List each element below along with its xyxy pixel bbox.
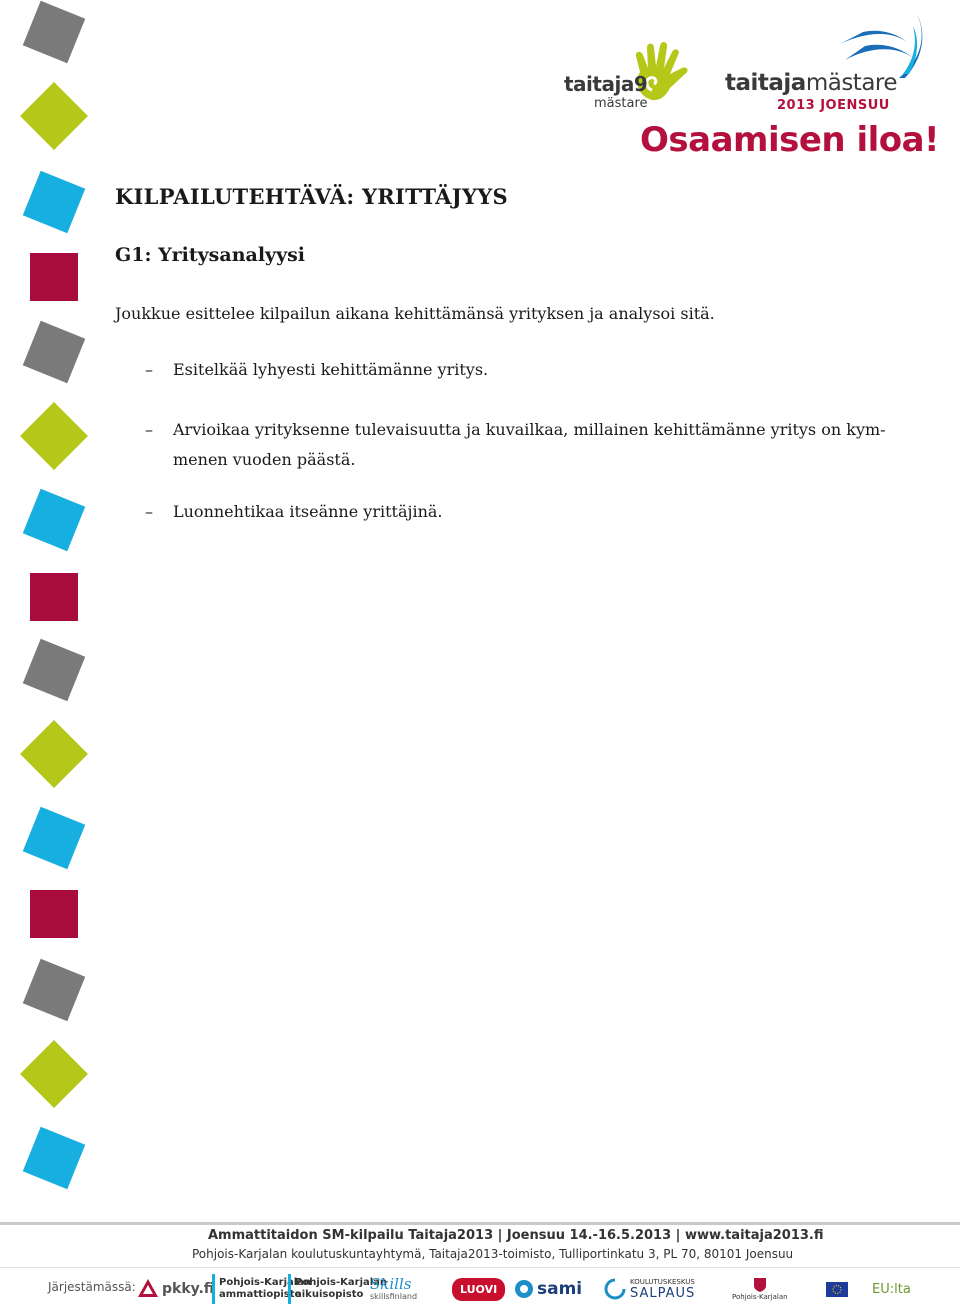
header-logos — [560, 8, 940, 168]
gray-square — [23, 1, 85, 63]
footer-event-info: Ammattitaidon SM-kilpailu Taitaja2013 | Joensuu 14.-16.5.2013 | www.taitaja2013.fi — [208, 1228, 824, 1243]
sponsor-name: Skills — [370, 1275, 412, 1293]
sponsor-logo-sami — [514, 1274, 582, 1304]
list-item — [115, 497, 915, 527]
green-diamond — [20, 1040, 88, 1108]
list-item — [115, 415, 915, 475]
list-item-text: Luonnehtikaa itseänne yrittäjinä. — [173, 502, 443, 521]
sponsor-sub: skillsfinland — [370, 1292, 418, 1301]
blue-square — [23, 807, 85, 869]
gray-square — [23, 639, 85, 701]
organizers-label: Järjestämässä: — [48, 1280, 136, 1294]
green-diamond — [20, 82, 88, 150]
section-title: G1: Yritysanalyysi — [115, 244, 306, 266]
page-title: KILPAILUTEHTÄVÄ: YRITTÄJYYS — [115, 184, 508, 209]
list-item-text: Esitelkää lyhyesti kehittämänne yritys. — [173, 360, 489, 379]
sponsor-logo-eulta — [872, 1274, 911, 1304]
taitaja2013-logo — [725, 8, 930, 118]
eu-flag-icon — [826, 1282, 848, 1297]
list-item-text-continued: menen vuoden päästä. — [173, 450, 356, 469]
dash-bullet: – — [145, 502, 153, 521]
gray-square — [23, 321, 85, 383]
slogan: Osaamisen iloa! — [640, 120, 940, 160]
sami-icon — [514, 1279, 534, 1299]
pkky-icon — [136, 1277, 160, 1301]
taitaja2013-subtitle: 2013 JOENSUU — [777, 98, 890, 113]
blue-square — [23, 171, 85, 233]
sponsor-logo-salpaus — [604, 1274, 695, 1304]
sponsor-logo-skills — [370, 1274, 417, 1304]
taitaja9-subtitle: mästare — [594, 96, 648, 111]
sponsor-sub: aikuisopisto — [295, 1289, 364, 1300]
sponsor-name: Pohjois-Karjalan — [732, 1292, 788, 1301]
blue-square — [23, 1127, 85, 1189]
list-item — [115, 355, 915, 385]
wordmark-bold: taitaja — [725, 70, 806, 96]
sponsor-name: LUOVI — [452, 1278, 505, 1301]
crimson-square — [30, 890, 78, 938]
dash-bullet: – — [145, 420, 153, 439]
wordmark-rest: mästare — [805, 70, 898, 96]
sponsor-logo-luovi — [452, 1274, 505, 1304]
decorative-shape-strip — [0, 0, 100, 1200]
sponsor-sub: SALPAUS — [630, 1285, 696, 1301]
green-diamond — [20, 402, 88, 470]
crimson-square — [30, 253, 78, 301]
sponsor-logo-pkky — [136, 1274, 214, 1304]
crimson-square — [30, 573, 78, 621]
sponsor-logo-eu-flag — [826, 1274, 848, 1304]
sponsor-logo-pohjois-karjalan — [732, 1274, 788, 1304]
green-diamond — [20, 720, 88, 788]
coat-of-arms-icon — [753, 1277, 767, 1293]
sponsor-name: sami — [537, 1279, 583, 1299]
blue-square — [23, 489, 85, 551]
salpaus-icon — [604, 1278, 626, 1300]
taitaja2013-wordmark — [725, 70, 897, 96]
footer-address: Pohjois-Karjalan koulutuskuntayhtymä, Taitaja2013-toimisto, Tulliportinkatu 3, PL 70, 80101 Joensuu — [192, 1247, 794, 1261]
sponsor-name: KOULUTUSKESKUS — [630, 1277, 695, 1286]
sponsor-name: pkky.fi — [162, 1281, 215, 1297]
taitaja9-wordmark: taitaja9 — [564, 72, 648, 96]
sponsor-name: Pohjois-Karjalan — [295, 1277, 388, 1288]
task-list — [115, 355, 915, 527]
intro-paragraph: Joukkue esittelee kilpailun aikana kehittämänsä yrityksen ja analysoi sitä. — [115, 304, 715, 323]
sponsor-bar — [0, 1268, 960, 1310]
dash-bullet: – — [145, 360, 153, 379]
sponsor-name: Pohjois-Karjalan — [219, 1277, 312, 1288]
list-item-text: Arvioikaa yrityksenne tulevaisuutta ja kuvailkaa, millainen kehittämänne yritys on kym- — [173, 420, 886, 439]
taitaja9-logo — [560, 38, 705, 118]
gray-square — [23, 959, 85, 1021]
footer-divider — [0, 1222, 960, 1225]
sponsor-sub: ammattiopisto — [219, 1289, 302, 1300]
sponsor-name: EU:lta — [872, 1281, 911, 1297]
